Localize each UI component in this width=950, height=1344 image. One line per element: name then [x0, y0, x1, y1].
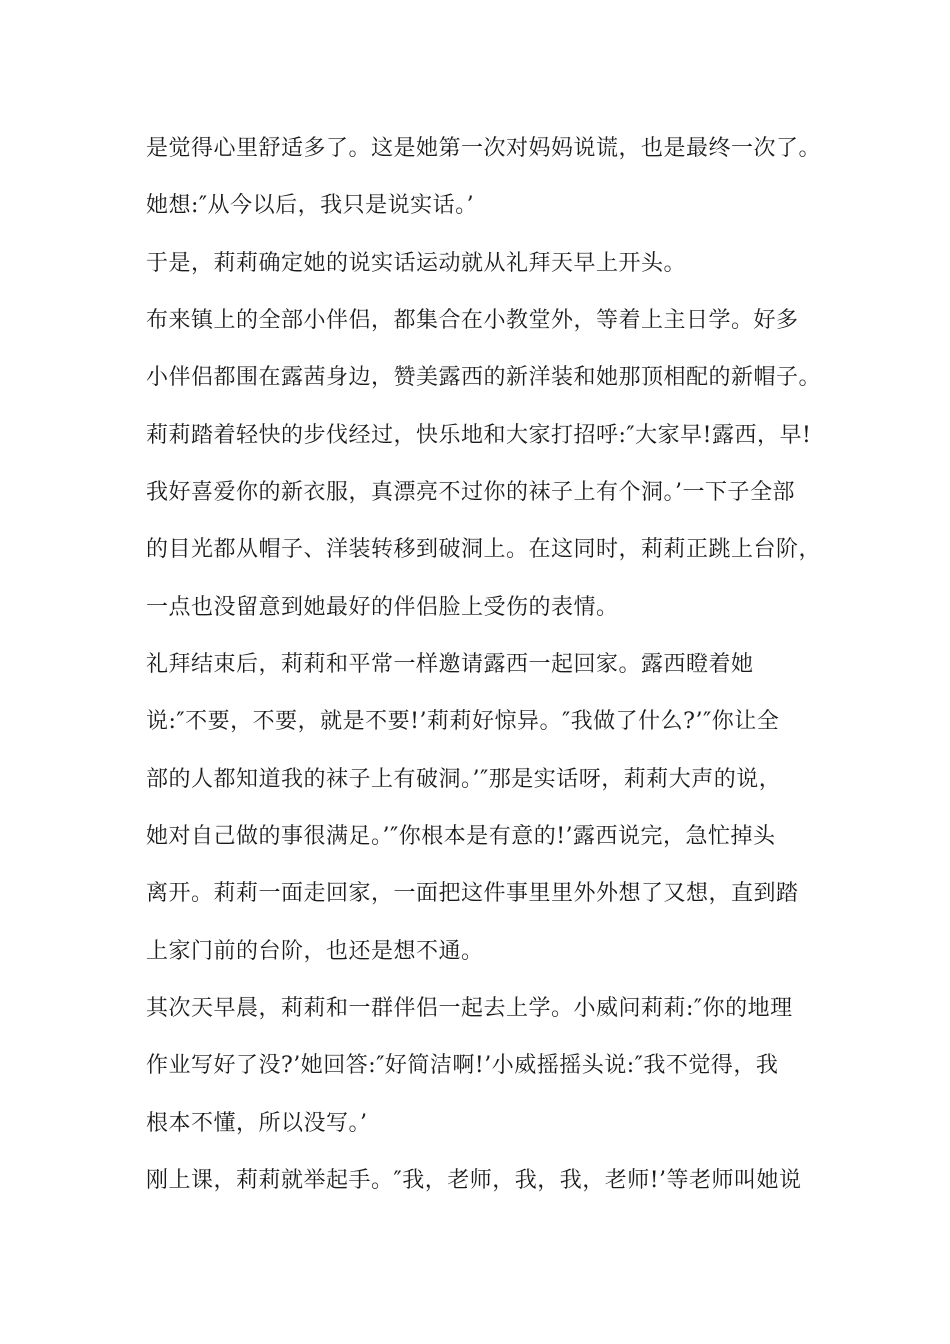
text-line: 小伴侣都围在露茜身边，赞美露西的新洋装和她那顶相配的新帽子。 [146, 365, 822, 390]
text-line: 其次天早晨，莉莉和一群伴侣一起去上学。小威问莉莉:″你的地理 [146, 996, 793, 1021]
text-line: 离开。莉莉一面走回家，一面把这件事里里外外想了又想，直到踏 [146, 881, 799, 906]
text-line: 上家门前的台阶，也还是想不通。 [146, 939, 484, 964]
text-line: 莉莉踏着轻快的步伐经过，快乐地和大家打招呼:″大家早!露西，早! [146, 423, 812, 448]
text-line: 她对自己做的事很满足。’″你根本是有意的!’露西说完，急忙掉头 [146, 824, 776, 849]
text-line: 是觉得心里舒适多了。这是她第一次对妈妈说谎，也是最终一次了。 [146, 136, 822, 161]
text-line: 布来镇上的全部小伴侣，都集合在小教堂外，等着上主日学。好多 [146, 308, 799, 333]
text-line: 我好喜爱你的新衣服，真漂亮不过你的袜子上有个洞。’一下子全部 [146, 480, 795, 505]
text-line: 一点也没留意到她最好的伴侣脸上受伤的表情。 [146, 595, 619, 620]
text-line: 礼拜结束后，莉莉和平常一样邀请露西一起回家。露西瞪着她 [146, 652, 754, 677]
text-line: 部的人都知道我的袜子上有破洞。’″那是实话呀，莉莉大声的说， [146, 767, 782, 792]
text-line: 刚上课，莉莉就举起手。″我，老师，我，我，老师!’等老师叫她说 [146, 1168, 802, 1193]
text-line: 根本不懂，所以没写。’ [146, 1111, 368, 1136]
text-line: 她想:″从今以后，我只是说实话。’ [146, 193, 475, 218]
text-line: 于是，莉莉确定她的说实话运动就从礼拜天早上开头。 [146, 251, 687, 276]
text-line: 作业写好了没?’她回答:″好简洁啊!’小威摇摇头说:″我不觉得，我 [146, 1053, 779, 1078]
text-line: 说:″不要，不要，就是不要!’莉莉好惊异。″我做了什么?’″你让全 [146, 709, 780, 734]
text-line: 的目光都从帽子、洋装转移到破洞上。在这同时，莉莉正跳上台阶， [146, 537, 822, 562]
